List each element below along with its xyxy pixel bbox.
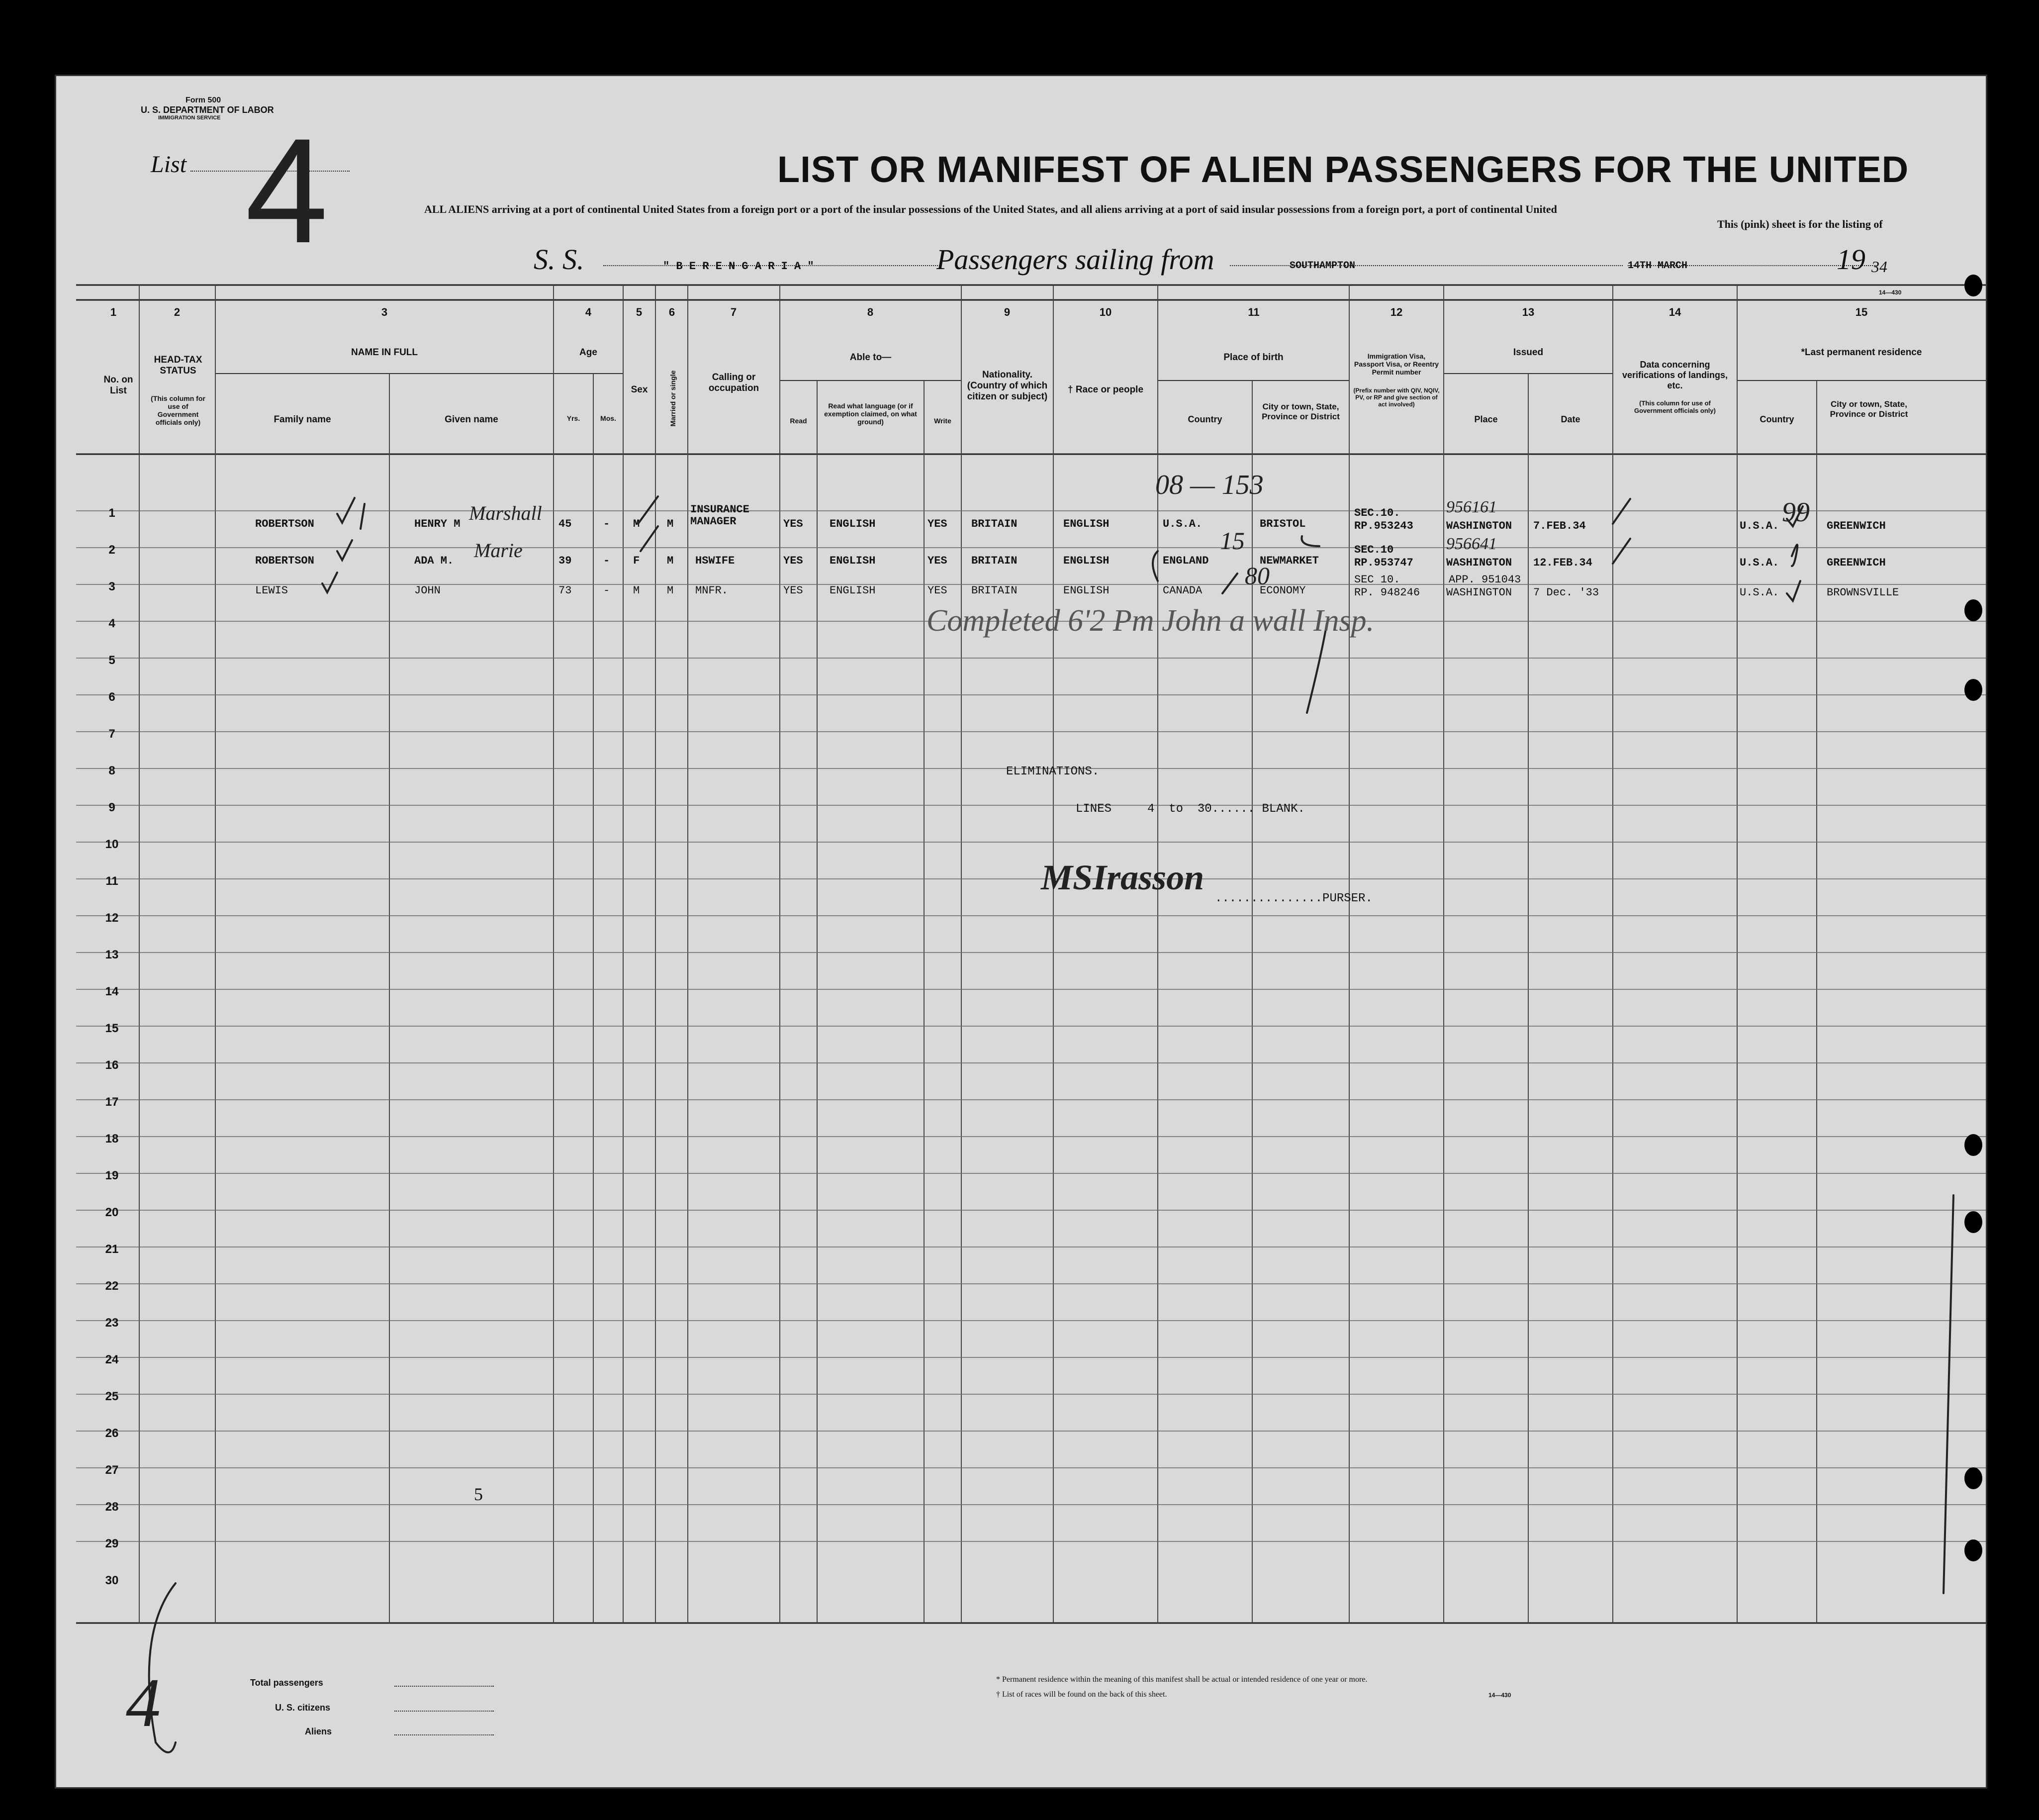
page-mark: 5 [474, 1484, 483, 1504]
ss-label: S. S. [534, 243, 584, 276]
married: M [667, 584, 674, 597]
footer-citizens: U. S. citizens [275, 1703, 331, 1713]
row-number: 27 [105, 1463, 119, 1477]
colnum-11: 11 [1248, 306, 1260, 318]
hdr-data-concerning: Data concerning verifications of landings, etc. [1622, 360, 1728, 390]
hdr-read: Read [790, 417, 807, 425]
given-name: JOHN [414, 584, 441, 597]
hdr-race: † Race or people [1067, 384, 1144, 395]
age-months: - [603, 518, 610, 530]
handwritten-15: 15 [1220, 527, 1245, 555]
manifest-title: LIST OR MANIFEST OF ALIEN PASSENGERS FOR THE UNITED [777, 149, 1909, 190]
hdr-place: Place [1474, 414, 1498, 424]
colnum-3: 3 [381, 306, 388, 318]
visa-application: APP. 951043 [1449, 574, 1521, 586]
row-number: 26 [105, 1427, 119, 1440]
hdr-sex: Sex [631, 384, 648, 395]
eliminations: ELIMINATIONS. [1006, 765, 1100, 778]
row-number: 18 [105, 1132, 119, 1146]
citizens-line [394, 1711, 494, 1712]
row-number: 15 [105, 1022, 119, 1035]
nationality: BRITAIN [971, 555, 1018, 567]
family-name: LEWIS [255, 584, 288, 597]
row-number: 14 [105, 985, 119, 998]
hdr-mos: Mos. [600, 414, 616, 422]
row-number: 5 [108, 654, 115, 667]
visa-section: SEC 10. [1354, 574, 1400, 586]
year-prefix: 19 [1837, 243, 1865, 276]
year-suffix: 34 [1871, 258, 1887, 276]
age-months: - [603, 584, 610, 597]
write: YES [927, 518, 947, 530]
issued-date: 7 Dec. '33 [1533, 586, 1599, 599]
calling: MNFR. [695, 584, 729, 597]
residence-country: U.S.A. [1740, 586, 1779, 599]
read: YES [783, 555, 803, 567]
row-number: 22 [105, 1279, 119, 1293]
visa-number: RP.953243 [1354, 520, 1413, 532]
colnum-13: 13 [1522, 306, 1535, 318]
write: YES [927, 584, 947, 597]
visa-section: SEC.10 [1354, 544, 1394, 556]
age-years: 45 [558, 518, 572, 530]
purser-label: ...............PURSER. [1215, 892, 1373, 905]
purser-signature: MSIrasson [1041, 858, 1205, 897]
aliens-line [394, 1734, 494, 1735]
colnum-15: 15 [1855, 306, 1868, 318]
given-name-handwritten: Marshall [469, 502, 542, 524]
row-number: 19 [105, 1169, 119, 1182]
hdr-res-city: City or town, State, Province or District [1830, 399, 1908, 419]
footer-code: 14—430 [1488, 1692, 1511, 1699]
handwritten-marks [56, 76, 1986, 1787]
manifest-sheet [55, 75, 1987, 1789]
visa-handwritten: 956161 [1446, 498, 1497, 516]
residence-city: GREENWICH [1827, 557, 1886, 569]
hdr-married: Married or single [669, 370, 677, 427]
race: ENGLISH [1063, 518, 1110, 530]
family-name: ROBERTSON [255, 555, 314, 567]
hdr-data-note: (This column for use of Government officials only) [1634, 399, 1716, 414]
row-number: 28 [105, 1500, 119, 1514]
hdr-last-residence: *Last permanent residence [1801, 347, 1922, 358]
row-number: 23 [105, 1316, 119, 1330]
row-number: 4 [108, 617, 115, 630]
hdr-age: Age [579, 347, 597, 358]
issued-date: 12.FEB.34 [1533, 557, 1592, 569]
age-years: 39 [558, 555, 572, 567]
calling: HSWIFE [695, 555, 735, 567]
binder-hole [1964, 1211, 1982, 1233]
colnum-2: 2 [174, 306, 181, 318]
handwritten-99: 99 [1782, 497, 1810, 528]
age-years: 73 [558, 584, 572, 597]
hdr-yrs: Yrs. [566, 414, 580, 422]
row-number: 1 [108, 506, 115, 520]
row-number: 11 [105, 874, 118, 888]
hdr-visa-note: (Prefix number with QIV, NQIV, PV, or RP and give section of act involved) [1353, 387, 1440, 408]
footer-note1: * Permanent residence within the meaning of this manifest shall be actual or intended residence of one year or more. [996, 1675, 1368, 1684]
row-number: 3 [108, 580, 115, 593]
visa-handwritten: 956641 [1446, 535, 1497, 553]
married: M [667, 555, 674, 567]
row-number: 9 [108, 801, 115, 814]
hdr-head-tax-note: (This column for use of Government officials only) [151, 394, 205, 426]
nationality: BRITAIN [971, 584, 1018, 597]
corner-mark: 4 [126, 1664, 161, 1741]
row-number: 2 [108, 543, 115, 557]
row-number: 7 [108, 727, 115, 741]
top-handwritten-number: 08 — 153 [1155, 470, 1264, 500]
hdr-city: City or town, State, Province or District [1262, 402, 1340, 421]
hdr-family-name: Family name [274, 414, 331, 425]
completed-note: Completed 6'2 Pm John a wall Insp. [927, 604, 1375, 638]
colnum-14: 14 [1668, 306, 1681, 318]
row-number: 17 [105, 1095, 119, 1109]
row-number: 8 [108, 764, 115, 777]
ship-name: " B E R E N G A R I A " [663, 260, 814, 273]
department: U. S. DEPARTMENT OF LABOR [141, 105, 274, 115]
visa-number: RP.953747 [1354, 557, 1413, 569]
row-number: 10 [105, 838, 119, 851]
family-name: ROBERTSON [255, 518, 314, 530]
language: ENGLISH [830, 555, 876, 567]
issued-place: WASHINGTON [1446, 557, 1512, 569]
lines-blank: LINES 4 to 30...... BLANK. [1076, 802, 1305, 816]
nationality: BRITAIN [971, 518, 1018, 530]
issued-date: 7.FEB.34 [1533, 520, 1586, 532]
language: ENGLISH [830, 584, 876, 597]
hdr-place-of-birth: Place of birth [1223, 352, 1284, 363]
hdr-visa: Immigration Visa, Passport Visa, or Reentry Permit number [1354, 352, 1439, 376]
hdr-read-lang: Read what language (or if exemption claimed, on what ground) [824, 402, 917, 426]
row-number: 13 [105, 948, 119, 961]
form-number: Form 500 [185, 96, 221, 104]
sailing-label: Passengers sailing from [936, 243, 1214, 276]
calling: INSURANCE MANAGER [690, 503, 749, 528]
issued-place: WASHINGTON [1446, 586, 1512, 599]
row-number: 6 [108, 690, 115, 704]
handwritten-80: 80 [1245, 562, 1270, 589]
hdr-issued: Issued [1513, 347, 1544, 358]
hdr-country: Country [1188, 414, 1222, 424]
row-number: 25 [105, 1390, 119, 1403]
residence-country: U.S.A. [1740, 520, 1779, 532]
service: IMMIGRATION SERVICE [158, 115, 221, 121]
read: YES [783, 584, 803, 597]
hdr-able-to: Able to— [849, 352, 892, 363]
list-number: 4 [245, 107, 328, 274]
subtitle-line2: This (pink) sheet is for the listing of [1717, 218, 1883, 230]
binder-hole [1964, 679, 1982, 701]
birth-city: NEWMARKET [1260, 555, 1319, 567]
language: ENGLISH [830, 518, 876, 530]
read: YES [783, 518, 803, 530]
visa-section: SEC.10. [1354, 507, 1400, 519]
row-number: 24 [105, 1353, 119, 1366]
footer-note2: † List of races will be found on the back of this sheet. [996, 1690, 1167, 1699]
hdr-no-on-list: No. on List [103, 375, 133, 396]
residence-city: BROWNSVILLE [1827, 586, 1899, 599]
colnum-4: 4 [585, 306, 592, 318]
given-name: HENRY M [414, 518, 461, 530]
race: ENGLISH [1063, 584, 1110, 597]
hdr-calling: Calling or occupation [708, 372, 759, 393]
colnum-8: 8 [867, 306, 874, 318]
birth-city: ECONOMY [1260, 584, 1306, 597]
row-number: 16 [105, 1058, 119, 1072]
hdr-head-tax: HEAD-TAX STATUS [154, 355, 202, 376]
hdr-write: Write [934, 417, 951, 425]
issued-place: WASHINGTON [1446, 520, 1512, 532]
hdr-nationality: Nationality. (Country of which citizen or subject) [967, 370, 1048, 402]
birth-country: CANADA [1163, 584, 1203, 597]
colnum-1: 1 [110, 306, 117, 318]
footer-aliens: Aliens [305, 1726, 332, 1736]
sex: M [633, 518, 640, 530]
visa-number: RP. 948246 [1354, 586, 1420, 599]
colnum-6: 6 [668, 306, 675, 318]
row-number: 12 [105, 911, 119, 925]
sex: F [633, 555, 640, 567]
given-name: ADA M. [414, 555, 454, 567]
birth-city: BRISTOL [1260, 518, 1306, 530]
age-months: - [603, 555, 610, 567]
footer-total: Total passengers [250, 1678, 323, 1688]
binder-hole [1964, 1134, 1982, 1156]
colnum-10: 10 [1099, 306, 1112, 318]
write: YES [927, 555, 947, 567]
form-code: 14—430 [1879, 289, 1902, 296]
colnum-12: 12 [1390, 306, 1403, 318]
row-number: 21 [105, 1243, 119, 1256]
hdr-res-country: Country [1760, 414, 1794, 424]
hdr-given-name: Given name [445, 414, 498, 425]
binder-hole [1964, 599, 1982, 621]
binder-hole [1964, 275, 1982, 296]
sailing-date: 14TH MARCH [1628, 260, 1688, 272]
port: SOUTHAMPTON [1290, 260, 1356, 272]
row-number: 20 [105, 1206, 119, 1219]
given-name-handwritten: Marie [474, 539, 523, 562]
binder-hole [1964, 1539, 1982, 1561]
subtitle-line1: ALL ALIENS arriving at a port of continental United States from a foreign port or a port of the insular possessions of the United States, and all aliens arriving at a port of said insular possessions from a foreign port, a port of continental United [424, 203, 1557, 215]
residence-city: GREENWICH [1827, 520, 1886, 532]
row-number: 29 [105, 1537, 119, 1550]
binder-hole [1964, 1467, 1982, 1489]
colnum-5: 5 [636, 306, 643, 318]
colnum-7: 7 [730, 306, 737, 318]
row-number: 30 [105, 1574, 119, 1587]
residence-country: U.S.A. [1740, 557, 1779, 569]
hdr-date: Date [1561, 414, 1580, 424]
total-line [394, 1686, 494, 1687]
hdr-name-in-full: NAME IN FULL [351, 347, 418, 358]
married: M [667, 518, 674, 530]
list-label: List [151, 151, 187, 178]
birth-country: ENGLAND [1163, 555, 1209, 567]
sex: M [633, 584, 640, 597]
colnum-9: 9 [1004, 306, 1011, 318]
race: ENGLISH [1063, 555, 1110, 567]
birth-country: U.S.A. [1163, 518, 1203, 530]
